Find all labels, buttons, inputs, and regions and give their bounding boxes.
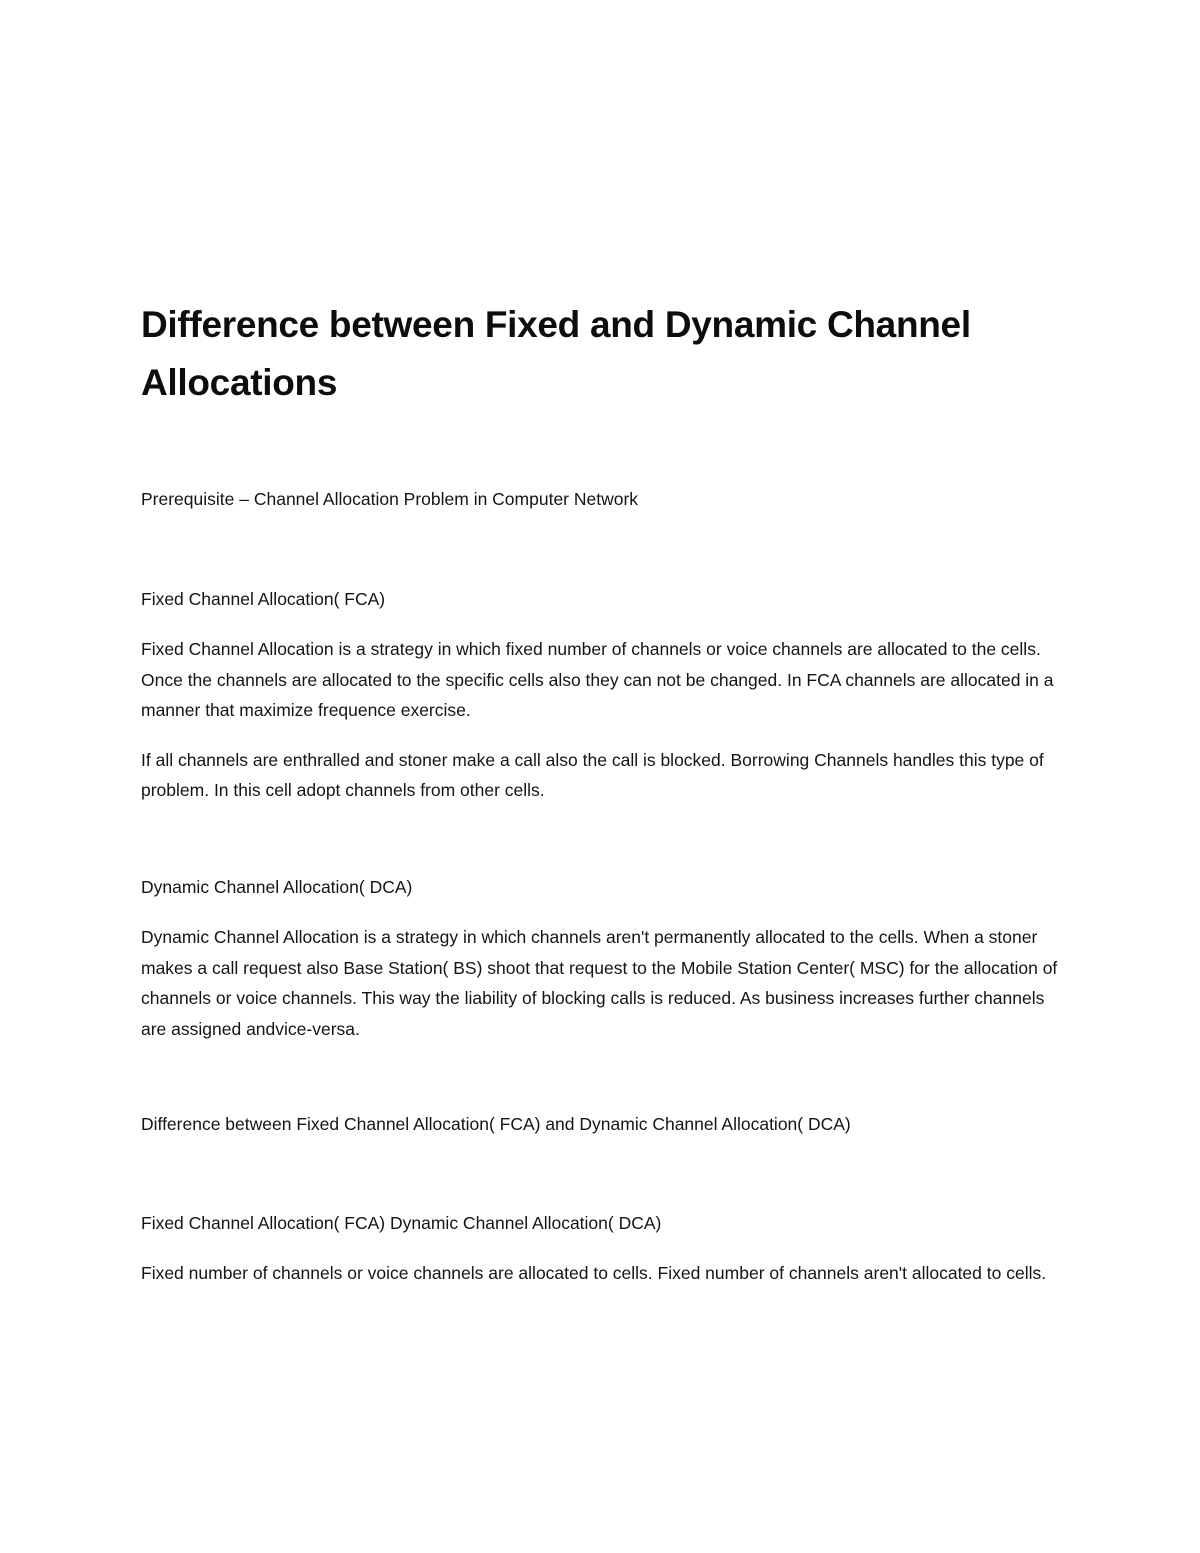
comparison-columns-line: Fixed Channel Allocation( FCA) Dynamic Channel Allocation( DCA) — [141, 1212, 662, 1233]
prerequisite-line: Prerequisite – Channel Allocation Problem in Computer Network — [141, 489, 639, 509]
dca-paragraph: Dynamic Channel Allocation is a strategy in which channels aren't permanently allocated to the cells. When a stoner makes a call request also Base Station( BS) shoot that request to the Mobile Station Center( MSC) for the allocation of channels or voice channels. This way the liability of blocking calls is reduced. As business increases further channels are assigned andvice-versa. — [141, 927, 1058, 1039]
difference-heading: Difference between Fixed Channel Allocation( FCA) and Dynamic Channel Allocation( DCA) — [141, 1114, 851, 1134]
comparison-row-1: Fixed number of channels or voice channels are allocated to cells. Fixed number of channels aren't allocated to cells. — [141, 1263, 1047, 1283]
fca-paragraph-2: If all channels are enthralled and stoner make a call also the call is blocked. Borrowing Channels handles this type of problem. In this cell adopt channels from other cells. — [141, 749, 1044, 800]
dca-heading: Dynamic Channel Allocation( DCA) — [141, 876, 413, 897]
document-content — [141, 296, 1061, 1289]
fca-paragraph-1: Fixed Channel Allocation is a strategy in which fixed number of channels or voice channels are allocated to the cells. Once the channels are allocated to the specific cells also they can not be changed. In FCA channels are allocated in a manner that maximize frequence exercise. — [141, 639, 1054, 720]
fca-heading: Fixed Channel Allocation( FCA) — [141, 588, 386, 609]
document-title: Difference between Fixed and Dynamic Channel Allocations — [141, 304, 971, 403]
